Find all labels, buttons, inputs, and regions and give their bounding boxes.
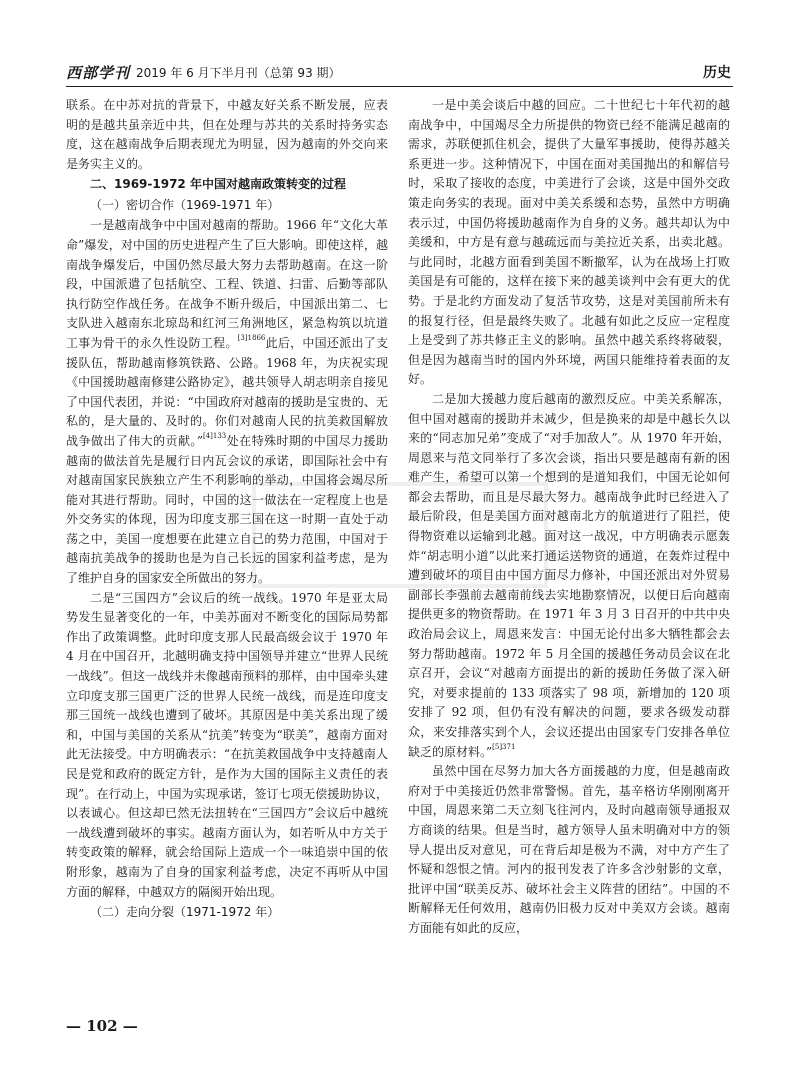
citation-ref: [5]371: [492, 742, 516, 751]
paragraph-text: 一是越南战争中中国对越南的帮助。1966 年“文化大革命”爆发，对中国的历史进程产生了巨大影响。即使这样，越南战争爆发后，中国仍然尽最大努力去帮助越南。在这一阶段，中国派遣了包括航空、工程、铁道、扫雷、后勤等部队执行防空作战任务。在战争不断升级后，中国派出第二、七支队进入越南东北琼岛和红河三角洲地区，紧急构筑以坑道工事为骨干的永久性设防工程。: [66, 218, 388, 350]
section-heading: [66, 174, 388, 195]
paragraph-text: 二是加大援越力度后越南的激烈反应。中美关系解冻，但中国对越南的援助并未减少，但是换来的却是中越长久以来的“同志加兄弟”变成了“对手加敌人”。从 1970 年开始，周恩来与范文同举行了多次会谈，指出只要是越南有新的困难产生，希望可以第一个想到的是道知我们，中国无论如何都会去帮助，而且是尽最大努力。越南战争此时已经进入了最后阶段，但是美国方面对越南北方的航道进行了阻拦，使得物资难以运输到北越。面对这一战况，中方明确表示愿轰炸“胡志明小道”以此来打通运送物资的通道，在轰炸过程中遭到破坏的项目由中国方面尽力修补，中国还派出对外贸易副部长李强前去越南前线去实地勘察情况，以便日后向越南提供更多的物资帮助。在 1971 年 3 月 3 日召开的中共中央政治局会议上，周恩来发言：中国无论付出多大牺牲都会去努力帮助越南。1972 年 5 月全国的援越任务动员会议在北京召开，会议“对越南方面提出的新的援助任务做了深入研究，对要求提前的 133 项落实了 98 项，新增加的 120 项安排了 92 项，但仍有没有解决的问题，要求各级发动群众，来安排落实到个人，会议还提出由国家专门安排各单位缺乏的原材料。”: [408, 391, 730, 759]
journal-logo: 西部学刊: [66, 64, 131, 82]
paragraph-text: （二）走向分裂（1971-1972 年）: [90, 905, 280, 920]
citation-ref: [3]1866: [237, 333, 266, 342]
paragraph-text: （一）密切合作（1969-1971 年）: [90, 198, 280, 213]
paragraph-text: 处在特殊时期的中国尽力援助越南的做法首先是履行日内瓦会议的承诺，即国际社会中有对越南国家民族独立产生不利影响的举动，中国将会竭尽所能对其进行帮助。同时，中国的这一做法在一定程度上也是外交务实的体现，因为印度支那三国在这一时期一直处于动荡之中，美国一度想要在此建立自己的势力范围，中国对于越南抗美战争的援助也是为自己长远的国家利益考虑，是为了维护自身的国家安全所做出的努力。: [66, 433, 388, 586]
running-header: [66, 62, 733, 87]
body-paragraph: [408, 96, 730, 390]
subsection-heading: [66, 195, 388, 216]
paragraph-text: 一是中美会谈后中越的回应。二十世纪七十年代初的越南战争中，中国竭尽全力所提供的物资已经不能满足越南的需求，苏联便抓住机会，提供了大量军事援助，使得苏越关系更进一步。这种情况下，中国在面对美国抛出的和解信号时，采取了接收的态度，中美进行了会谈，这是中国外交政策走向务实的表现。面对中美关系缓和态势，虽然中方明确表示过，中国仍将援助越南作为自身的义务。越共却认为中美缓和，中方是有意与越疏远而与美拉近关系，出卖北越。与此同时，北越方面看到美国不断撤军，认为在战场上打败美国是有可能的，这样在接下来的越美谈判中会有更大的优势。于是北约方面发动了复活节攻势，这是对美国前所未有的报复行径，但是最终失败了。北越有如此之反应一定程度上是受到了苏共修正主义的影响。虽然中越关系终将破裂，但是因为越南当时的国内外环境，两国只能维持着表面的友好。: [408, 98, 730, 387]
right-column: [408, 96, 730, 939]
issue-info: 2019 年 6 月下半月刊（总第 93 期）: [136, 66, 341, 80]
body-paragraph: [66, 96, 388, 174]
paragraph-text: 此后，中国还派出了支援队伍，帮助越南修筑铁路、公路。1968 年，为庆祝实现《中国援助越南修建公路协定》，越共领导人胡志明亲自接见了中国代表团，并说：“中国政府对越南的援助是宝贵的、无私的，是大量的、及时的。你们对越南人民的抗美救国解放战争做出了伟大的贡献。”: [66, 335, 388, 448]
paragraph-text: 虽然中国在尽努力加大各方面援越的力度，但是越南政府对于中美接近仍然非常警惕。首先，基辛格访华刚刚离开中国，周恩来第二天立刻飞往河内，及时向越南领导通报双方商谈的结果。但是当时，越方领导人虽未明确对中方的领导人提出反对意见，可在背后却是极为不满，对中方产生了怀疑和怨恨之情。河内的报刊发表了许多含沙射影的文章，批评中国“联美反苏、破坏社会主义阵营的团结”。中国的不断解释无任何效用，越南仍旧极力反对中美双方会谈。越南方面能有如此的反应，: [408, 764, 730, 935]
citation-ref: [4]133: [202, 431, 227, 440]
subsection-heading: [66, 902, 388, 923]
body-paragraph: [66, 216, 388, 588]
left-column: [66, 96, 388, 923]
section-label: 历史: [703, 65, 731, 81]
page-number: — 102 —: [66, 1017, 138, 1035]
paragraph-text: 二、1969-1972 年中国对越南政策转变的过程: [90, 177, 346, 192]
paragraph-text: 二是“三国四方”会议后的统一战线。1970 年是亚太局势发生显著变化的一年，中美苏面对不断变化的国际局势都作出了政策调整。此时印度支那人民最高级会议于 1970 年 4 月在中国召开，北越明确支持中国领导并建立“世界人民统一战线”。但这一战线并未像越南预料的那样，由中国牵头建立印度支那三国更广泛的世界人民统一战线，而是连印度支那三国统一战线也遭到了破坏。其原因是中美关系出现了缓和，中国与美国的关系从“抗美”转变为“联美”，越南方面对此无法接受。中方明确表示：“在抗美救国战争中支持越南人民是党和政府的既定方针，是作为大国的国际主义责任的表现”。在行动上，中国为实现承诺，签订七项无偿援助协议，以表诚心。但这却已然无法扭转在“三国四方”会议后中越统一战线遭到破坏的事实。越南方面认为，如若听从中方关于转变政策的解释，就会给国际上造成一个一味追崇中国的依附形象，越南为了自身的国家利益考虑，决定不再听从中国方面的解释，中越双方的隔阂开始出现。: [66, 590, 388, 899]
paragraph-text: 联系。在中苏对抗的背景下，中越友好关系不断发展，应表明的是越共虽亲近中共，但在处理与苏共的关系时持务实态度，这在越南战争后期表现尤为明显，因为越南的外交向来是务实主义的。: [66, 98, 388, 171]
body-paragraph: [66, 589, 388, 903]
body-paragraph: [408, 762, 730, 938]
body-paragraph: [408, 390, 730, 762]
